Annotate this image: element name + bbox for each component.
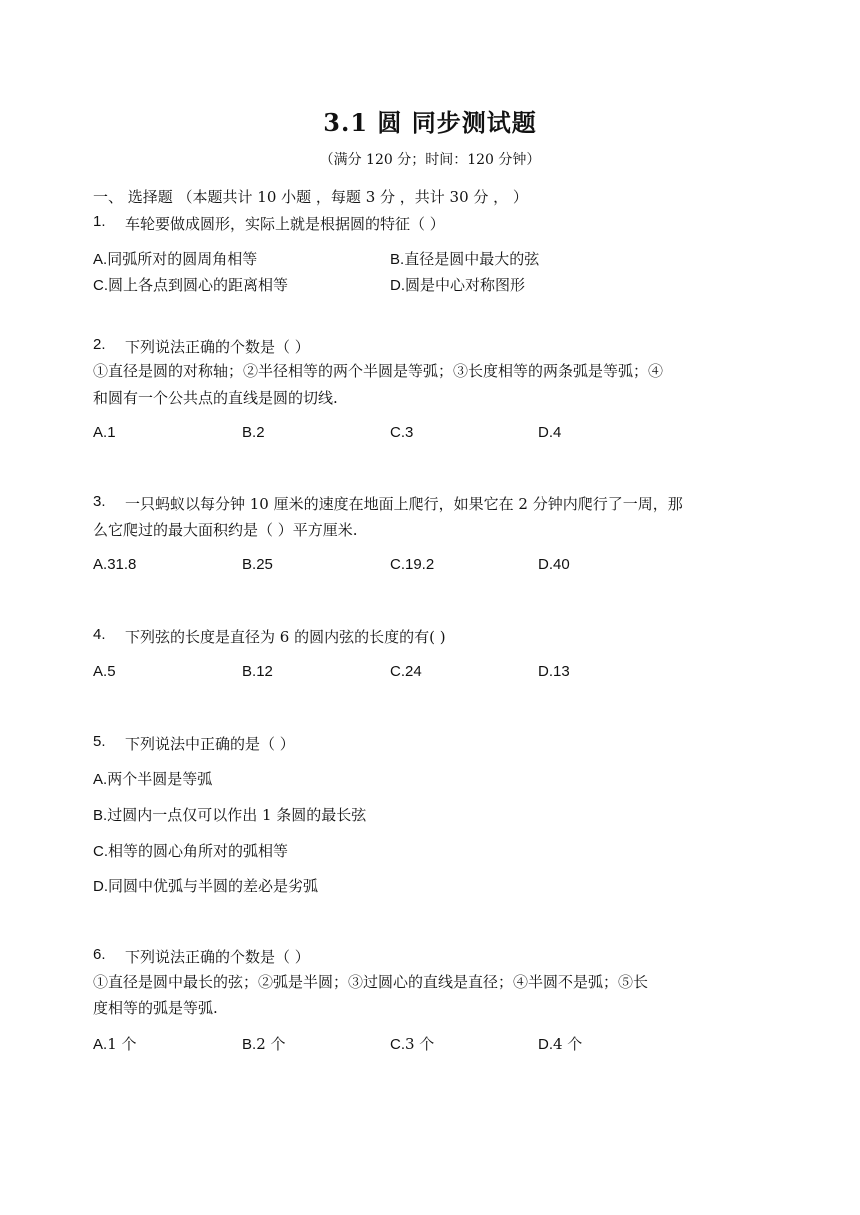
option-text: 两个半圆是等弧 (107, 770, 213, 788)
option-key: C. (390, 1036, 405, 1053)
question-6-line-3: 度相等的弧是等弧. (93, 999, 218, 1017)
page-title: 3.1 圆 同步测试题 (323, 108, 537, 137)
question-5-option-b (93, 804, 366, 825)
question-3-number: 3. (93, 493, 106, 510)
option-text: 同圆中优弧与半圆的差必是劣弧 (108, 877, 319, 895)
option-text: 5 (107, 663, 116, 680)
option-key: A. (93, 1036, 108, 1053)
option-key: B. (390, 251, 405, 268)
option-text: 3 个 (405, 1035, 435, 1053)
option-key: B. (242, 663, 257, 680)
question-1-option-c (93, 274, 288, 295)
option-text: 12 (256, 663, 273, 680)
option-key: B. (93, 807, 108, 824)
option-key: A. (93, 424, 108, 441)
question-4-option-d (538, 662, 570, 680)
option-key: D. (93, 878, 108, 895)
option-key: A. (93, 556, 108, 573)
option-key: D. (538, 424, 553, 441)
question-6-option-a (93, 1033, 137, 1054)
question-4-option-b (242, 662, 273, 680)
section-heading: 一、 选择题 （本题共计 10 小题 ，每题 3 分 ，共计 30 分 ， ） (93, 188, 528, 206)
option-text: 25 (256, 556, 273, 573)
question-3-option-c (390, 555, 434, 573)
question-4-option-a (93, 662, 116, 680)
question-1-option-b (390, 248, 539, 269)
question-6-line-2: ①直径是圆中最长的弦；②弧是半圆；③过圆心的直线是直径；④半圆不是弧；⑤长 (93, 973, 649, 991)
option-key: A. (93, 771, 108, 788)
question-2-option-d (538, 423, 561, 441)
question-5-option-c (93, 840, 288, 861)
question-2-number: 2. (93, 336, 106, 353)
option-text: 2 个 (256, 1035, 286, 1053)
question-6-number: 6. (93, 946, 106, 963)
question-1-number: 1. (93, 213, 106, 230)
option-text: 40 (553, 556, 570, 573)
option-key: B. (242, 1036, 257, 1053)
question-1-option-d (390, 274, 525, 295)
question-2-line-3: 和圆有一个公共点的直线是圆的切线. (93, 389, 338, 407)
option-text: 1 个 (107, 1035, 137, 1053)
question-1-option-a (93, 248, 257, 269)
option-text: 2 (256, 424, 265, 441)
question-2-line-2: ①直径是圆的对称轴；②半径相等的两个半圆是等弧；③长度相等的两条弧是等弧；④ (93, 362, 664, 380)
question-5-number: 5. (93, 733, 106, 750)
question-2-option-a (93, 423, 116, 441)
option-text: 同弧所对的圆周角相等 (107, 250, 258, 268)
option-text: 直径是圆中最大的弦 (404, 250, 540, 268)
option-key: A. (93, 251, 108, 268)
option-key: D. (538, 1036, 553, 1053)
option-key: D. (390, 277, 405, 294)
question-5-stem: 下列说法中正确的是（ ） (125, 735, 295, 753)
option-text: 相等的圆心角所对的弧相等 (108, 842, 289, 860)
question-1-stem: 车轮要做成圆形，实际上就是根据圆的特征（ ） (125, 215, 445, 233)
option-text: 3 (405, 424, 414, 441)
question-4-stem: 下列弦的长度是直径为 6 的圆内弦的长度的有( ) (125, 628, 446, 646)
option-text: 4 (553, 424, 562, 441)
option-text: 24 (405, 663, 422, 680)
question-3-line-2: 么它爬过的最大面积约是（ ）平方厘米. (93, 521, 358, 539)
option-key: C. (93, 843, 108, 860)
question-4-number: 4. (93, 626, 106, 643)
option-text: 圆是中心对称图形 (405, 276, 526, 294)
option-key: C. (390, 556, 405, 573)
question-6-option-c (390, 1033, 434, 1054)
question-5-option-a (93, 768, 212, 789)
option-text: 4 个 (553, 1035, 583, 1053)
option-text: 13 (553, 663, 570, 680)
question-2-option-b (242, 423, 265, 441)
option-key: C. (93, 277, 108, 294)
page-subtitle: （满分 120 分；时间：120 分钟） (319, 152, 541, 168)
option-key: C. (390, 424, 405, 441)
option-key: A. (93, 663, 108, 680)
option-key: C. (390, 663, 405, 680)
option-key: D. (538, 556, 553, 573)
option-text: 19.2 (405, 556, 435, 573)
option-text: 圆上各点到圆心的距离相等 (108, 276, 289, 294)
option-text: 31.8 (107, 556, 137, 573)
question-2-option-c (390, 423, 413, 441)
question-5-option-d (93, 875, 318, 896)
option-key: D. (538, 663, 553, 680)
question-4-option-c (390, 662, 422, 680)
option-text: 过圆内一点仅可以作出 1 条圆的最长弦 (107, 806, 367, 824)
question-3-stem: 一只蚂蚁以每分钟 10 厘米的速度在地面上爬行，如果它在 2 分钟内爬行了一周，那 (125, 495, 683, 513)
question-6-option-d (538, 1033, 582, 1054)
option-key: B. (242, 556, 257, 573)
question-6-option-b (242, 1033, 286, 1054)
option-text: 1 (107, 424, 116, 441)
question-3-option-a (93, 555, 136, 573)
question-2-stem: 下列说法正确的个数是（ ） (125, 338, 310, 356)
question-3-option-d (538, 555, 570, 573)
option-key: B. (242, 424, 257, 441)
question-6-stem: 下列说法正确的个数是（ ） (125, 948, 310, 966)
question-3-option-b (242, 555, 273, 573)
